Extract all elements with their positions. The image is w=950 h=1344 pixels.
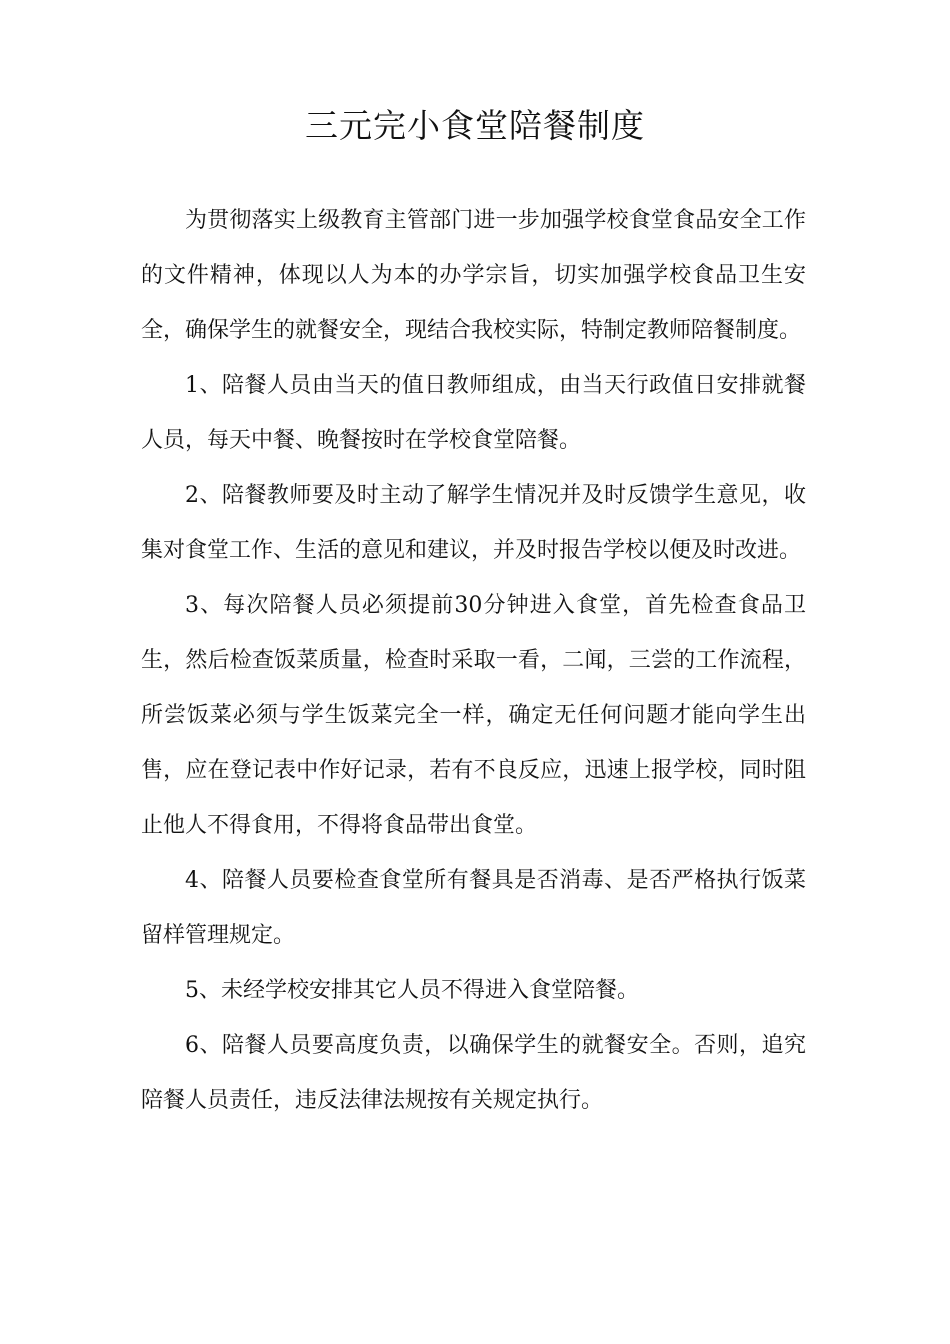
rule-paragraph-5: 5、未经学校安排其它人员不得进入食堂陪餐。: [185, 978, 639, 1003]
document-body: [141, 193, 806, 1128]
rule-paragraph-4: 4、陪餐人员要检查食堂所有餐具是否消毒、是否严格执行饭菜留样管理规定。: [141, 868, 806, 948]
rule-paragraph-1: 1、陪餐人员由当天的值日教师组成，由当天行政值日安排就餐人员，每天中餐、晚餐按时在学校食堂陪餐。: [141, 373, 806, 453]
rule-paragraph-3: 3、每次陪餐人员必须提前30分钟进入食堂，首先检查食品卫生，然后检查饭菜质量，检查时采取一看，二闻，三尝的工作流程，所尝饭菜必须与学生饭菜完全一样，确定无任何问题才能向学生出售，应在登记表中作好记录，若有不良反应，迅速上报学校，同时阻止他人不得食用，不得将食品带出食堂。: [141, 593, 806, 838]
rule-paragraph-6: 6、陪餐人员要高度负责，以确保学生的就餐安全。否则，追究陪餐人员责任，违反法律法规按有关规定执行。: [141, 1033, 806, 1113]
document-title: 三元完小食堂陪餐制度: [305, 106, 645, 145]
rule-paragraph-2: 2、陪餐教师要及时主动了解学生情况并及时反馈学生意见，收集对食堂工作、生活的意见和建议，并及时报告学校以便及时改进。: [141, 483, 806, 563]
intro-paragraph: 为贯彻落实上级教育主管部门进一步加强学校食堂食品安全工作的文件精神，体现以人为本的办学宗旨，切实加强学校食品卫生安全，确保学生的就餐安全，现结合我校实际，特制定教师陪餐制度。: [141, 208, 806, 343]
